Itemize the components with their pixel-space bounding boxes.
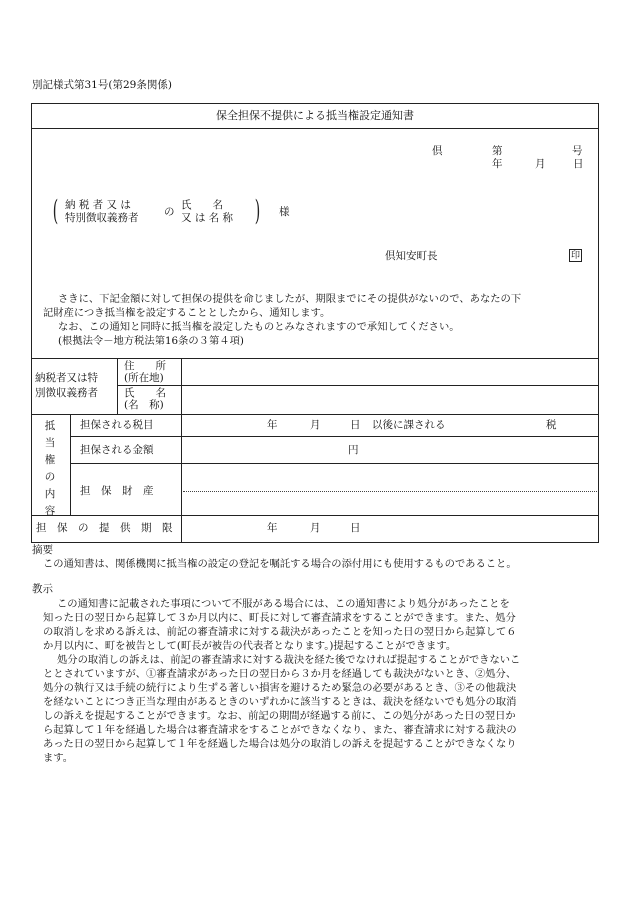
addressee-no: の xyxy=(164,206,175,218)
address-sublabel: (所在地) xyxy=(124,372,164,384)
mortgage-row-divider-2 xyxy=(70,463,599,464)
instruction-line: の取消しを求める訴えは、前記の審査請求に対する裁決があったことを知った日の翌日から起算して６ xyxy=(43,626,517,638)
instruction-line: を経ないことにつき正当な理由があるときのいずれかに該当するときは、裁決を経ないでも処分の取消 xyxy=(43,696,517,708)
number-go: 号 xyxy=(572,145,583,157)
tax-item-zei: 税 xyxy=(546,419,557,431)
instruction-line: 処分の取消しの訴えは、前記の審査請求に対する裁決を経た後でなければ提起することができないこ xyxy=(57,654,521,666)
instruction-line: 処分の執行又は手続の続行により生ずる著しい損害を避けるため緊急の必要があるとき、③その他裁決 xyxy=(43,682,517,694)
taxpayer-col-divider-1 xyxy=(117,358,118,414)
addressee-title-label: 又 は 名 称 xyxy=(181,212,234,224)
instruction-line: あった日の翌日から起算して１年を経過した場合は処分の取消しの訴えを提起することができなくなり xyxy=(43,738,517,750)
instruction-line: 知った日の翌日から起算して３か月以内に、町長に対して審査請求をすることができます。また、処分 xyxy=(43,612,516,624)
property-label: 担 保 財 産 xyxy=(80,485,154,497)
mortgage-vertical-divider xyxy=(70,414,71,515)
addressee-taxpayer: 納 税 者 又 は xyxy=(65,199,131,211)
period-day: 日 xyxy=(350,522,361,534)
instruction-line: この通知書に記載された事項について不服がある場合には、この通知書により処分があったことを xyxy=(57,598,510,610)
sender-name: 倶知安町長 xyxy=(385,250,438,262)
amount-unit: 円 xyxy=(348,444,359,456)
taxpayer-label-line-2: 別徴収義務者 xyxy=(35,387,98,399)
tax-item-day: 日 xyxy=(350,419,361,431)
date-year: 年 xyxy=(492,158,503,170)
tax-item-year: 年 xyxy=(267,419,278,431)
amount-label: 担保される金額 xyxy=(80,444,154,456)
body-line-2: 記財産につき抵当権を設定することとしたから、通知します。 xyxy=(43,307,331,319)
address-label: 住 所 xyxy=(124,360,166,372)
body-line-1: さきに、下記金額に対して担保の提供を命じましたが、期限までにその提供がないので、あなたの下 xyxy=(58,293,522,305)
instruction-line: しの訴えを提起することができます。なお、前記の期間が経過する前に、この処分があった日の翌日か xyxy=(43,710,516,722)
addressee-collector: 特別徴収義務者 xyxy=(65,212,139,224)
addressee-left-bracket: ( xyxy=(52,194,59,227)
period-label: 担 保 の 提 供 期 限 xyxy=(36,522,173,534)
tax-item-label: 担保される税目 xyxy=(80,419,154,431)
mortgage-vertical-label: 抵当権の内容 xyxy=(44,420,56,517)
name-sublabel: (名 称) xyxy=(124,399,164,411)
summary-text: この通知書は、関係機関に抵当権の設定の登記を嘱託する場合の添付用にも使用するものであること。 xyxy=(43,558,517,570)
form-label: 別記様式第31号(第29条関係) xyxy=(32,79,172,91)
mortgage-bottom-border xyxy=(31,515,599,516)
date-day: 日 xyxy=(573,158,584,170)
taxpayer-label-line-1: 納税者又は特 xyxy=(35,372,98,384)
tax-item-month: 月 xyxy=(310,419,321,431)
number-dai: 第 xyxy=(492,145,503,157)
period-year: 年 xyxy=(267,522,278,534)
document-title: 保全担保不提供による抵当権設定通知書 xyxy=(216,109,414,122)
body-line-4: (根拠法令－地方税法第16条の３第４項) xyxy=(58,335,244,347)
summary-heading: 摘要 xyxy=(32,544,53,556)
mortgage-row-divider-1 xyxy=(70,436,599,437)
addressee-right-bracket: ) xyxy=(254,194,261,227)
number-prefix: 倶 xyxy=(432,145,443,157)
mortgage-label-divider xyxy=(181,414,182,542)
taxpayer-col-divider-2 xyxy=(181,358,182,414)
instruction-line: か月以内に、町を被告として(町長が被告の代表者となります。)提起することができます。 xyxy=(43,640,457,652)
period-month: 月 xyxy=(310,522,321,534)
addressee-name-label: 氏 名 xyxy=(181,199,223,211)
property-dotted-divider xyxy=(183,491,597,492)
name-label: 氏 名 xyxy=(124,387,166,399)
instruction-line: ととされていますが、①審査請求があった日の翌日から３か月を経過しても裁決がないとき、②処分、 xyxy=(43,668,517,680)
addressee-sama: 様 xyxy=(279,206,290,218)
title-divider xyxy=(31,128,599,129)
body-line-3: なお、この通知と同時に抵当権を設定したものとみなされますので承知してください。 xyxy=(58,321,460,333)
date-month: 月 xyxy=(535,158,546,170)
instruction-line: ます。 xyxy=(43,752,74,764)
instruction-heading: 教示 xyxy=(32,583,53,595)
taxpayer-row-divider xyxy=(117,385,599,386)
official-seal-box: 印 xyxy=(570,251,580,261)
mortgage-top-border xyxy=(31,414,599,415)
tax-item-text: 以後に課される xyxy=(372,419,446,431)
instruction-line: ら起算して１年を経過した場合は審査請求をすることができなくなり、また、審査請求に対する裁決の xyxy=(43,724,517,736)
